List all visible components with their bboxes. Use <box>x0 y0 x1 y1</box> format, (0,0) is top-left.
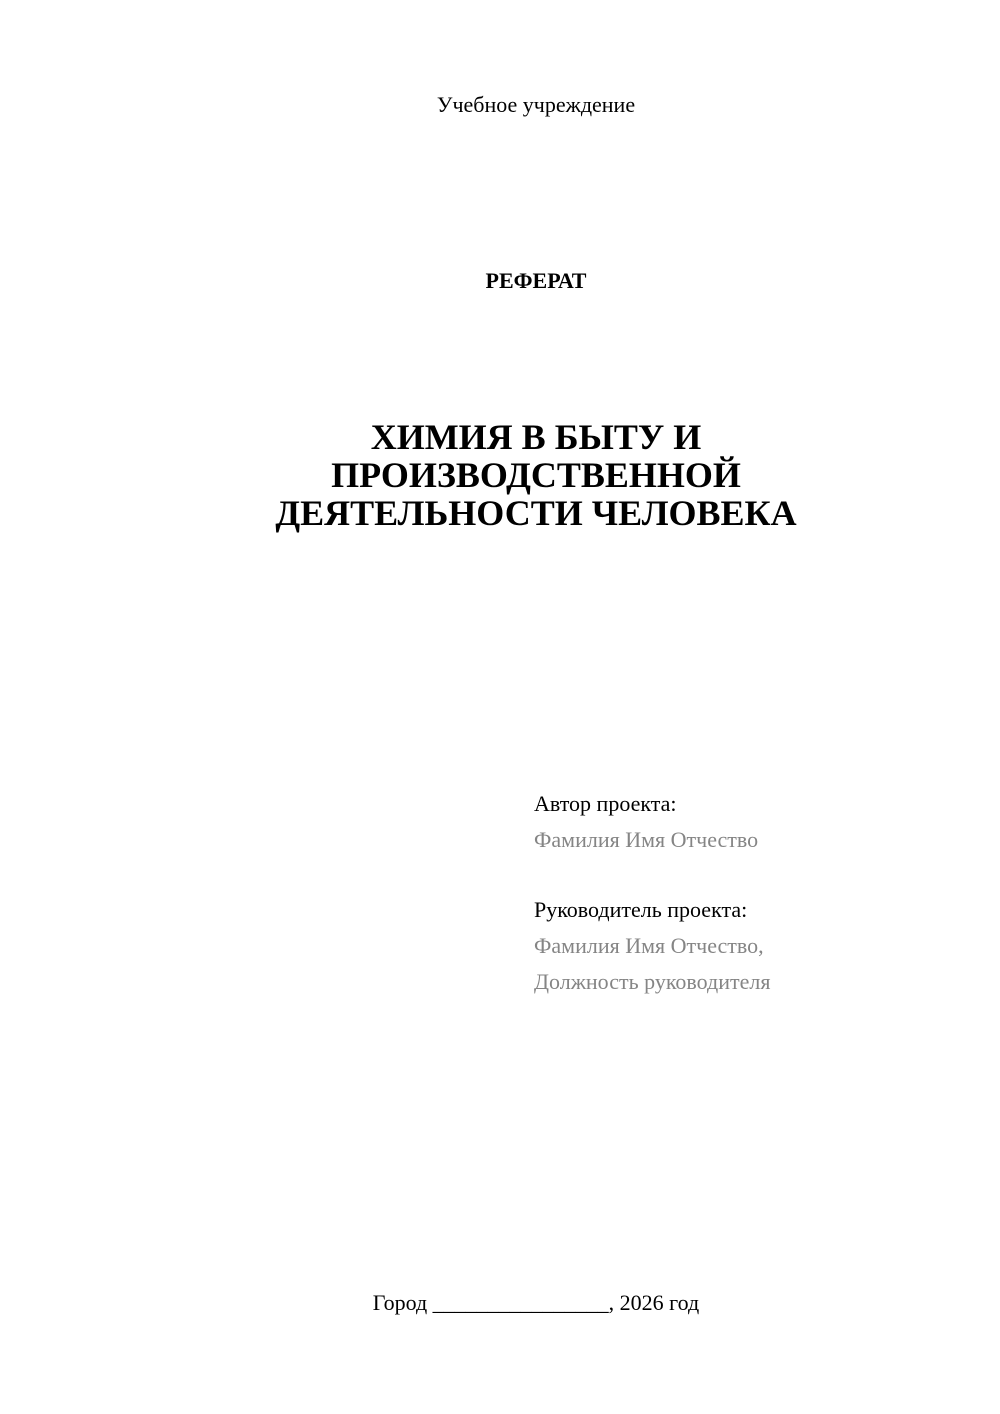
document-title <box>0 418 1000 532</box>
title-line-2: ПРОИЗВОДСТВЕННОЙ <box>331 455 741 495</box>
author-label: Автор проекта: <box>534 791 677 816</box>
supervisor-block <box>534 892 770 1000</box>
institution-name: Учебное учреждение <box>436 92 636 117</box>
supervisor-position: Должность руководителя <box>534 969 771 994</box>
supervisor-name: Фамилия Имя Отчество, <box>534 933 764 958</box>
title-line-3: ДЕЯТЕЛЬНОСТИ ЧЕЛОВЕКА <box>275 493 797 533</box>
city-year-line: Город ________________, 2026 год <box>372 1290 700 1315</box>
author-block <box>534 786 758 858</box>
supervisor-label: Руководитель проекта: <box>534 897 748 922</box>
document-type: РЕФЕРАТ <box>485 268 587 293</box>
title-line-1: ХИМИЯ В БЫТУ И <box>370 417 702 457</box>
author-name: Фамилия Имя Отчество <box>534 827 759 852</box>
